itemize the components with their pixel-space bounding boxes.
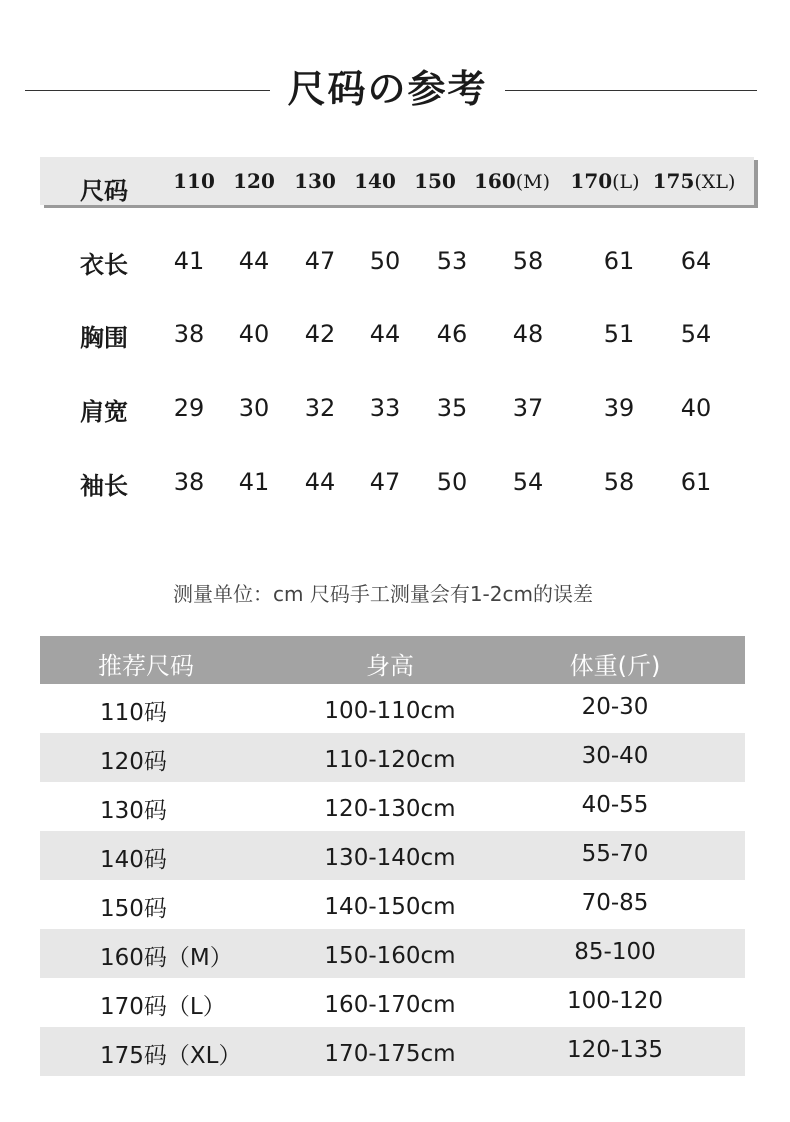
- value-cell: 35: [436, 394, 468, 422]
- cell-height: 170-175cm: [324, 1041, 456, 1067]
- value-cell: 50: [369, 247, 401, 275]
- measurement-row-sleeve: [0, 466, 790, 506]
- size-175: 175(XL): [652, 169, 736, 193]
- cell-height: 110-120cm: [324, 747, 456, 773]
- title-rule-left: [25, 90, 270, 91]
- value-cell: 58: [512, 247, 544, 275]
- value-cell: 47: [304, 247, 336, 275]
- value-cell: 38: [173, 320, 205, 348]
- value-cell: 64: [680, 247, 712, 275]
- cell-size: 170码（L）: [100, 994, 226, 1020]
- page-title: 尺码の参考: [287, 67, 488, 111]
- value-cell: 54: [512, 468, 544, 496]
- value-cell: 32: [304, 394, 336, 422]
- recommendation-table: [40, 636, 745, 1076]
- cell-height: 160-170cm: [324, 992, 456, 1018]
- size-150: 150: [414, 169, 456, 193]
- cell-size: 140码: [100, 847, 167, 873]
- value-cell: 46: [436, 320, 468, 348]
- row-label: 袖长: [80, 472, 128, 500]
- size-160: 160(M): [473, 169, 551, 193]
- value-cell: 54: [680, 320, 712, 348]
- header-height: 身高: [366, 652, 414, 680]
- value-cell: 33: [369, 394, 401, 422]
- cell-weight: 85-100: [574, 939, 656, 965]
- cell-weight: 100-120: [566, 988, 664, 1014]
- cell-size: 120码: [100, 749, 167, 775]
- value-cell: 44: [369, 320, 401, 348]
- value-cell: 39: [603, 394, 635, 422]
- table-row: [40, 684, 745, 733]
- header-weight: 体重(斤): [569, 652, 661, 680]
- value-cell: 48: [512, 320, 544, 348]
- value-cell: 38: [173, 468, 205, 496]
- header-size: 推荐尺码: [98, 652, 194, 680]
- size-header-label: 尺码: [80, 177, 128, 205]
- cell-height: 100-110cm: [324, 698, 456, 724]
- table-row: [40, 733, 745, 782]
- value-cell: 47: [369, 468, 401, 496]
- value-cell: 44: [238, 247, 270, 275]
- measurement-row-shoulder: [0, 392, 790, 432]
- value-cell: 40: [238, 320, 270, 348]
- cell-size: 130码: [100, 798, 167, 824]
- cell-weight: 30-40: [581, 743, 649, 769]
- cell-size: 150码: [100, 896, 167, 922]
- table-row: [40, 978, 745, 1027]
- row-label: 胸围: [80, 324, 128, 352]
- row-label: 肩宽: [80, 398, 128, 426]
- value-cell: 61: [603, 247, 635, 275]
- value-cell: 29: [173, 394, 205, 422]
- cell-height: 120-130cm: [324, 796, 456, 822]
- row-label: 衣长: [80, 251, 128, 279]
- value-cell: 51: [603, 320, 635, 348]
- cell-weight: 70-85: [581, 890, 649, 916]
- measurement-row-length: [0, 245, 790, 285]
- table-row: [40, 831, 745, 880]
- value-cell: 42: [304, 320, 336, 348]
- size-170: 170(L): [570, 169, 640, 193]
- size-110: 110: [173, 169, 215, 193]
- size-140: 140: [354, 169, 396, 193]
- title-rule-right: [505, 90, 757, 91]
- cell-size: 175码（XL）: [100, 1043, 242, 1069]
- value-cell: 44: [304, 468, 336, 496]
- measurement-row-chest: [0, 318, 790, 358]
- value-cell: 41: [173, 247, 205, 275]
- cell-height: 130-140cm: [324, 845, 456, 871]
- table-row: [40, 929, 745, 978]
- table-header: [40, 636, 745, 684]
- table-row: [40, 880, 745, 929]
- table-row: [40, 782, 745, 831]
- value-cell: 30: [238, 394, 270, 422]
- table-row: [40, 1027, 745, 1076]
- value-cell: 58: [603, 468, 635, 496]
- value-cell: 41: [238, 468, 270, 496]
- value-cell: 53: [436, 247, 468, 275]
- value-cell: 37: [512, 394, 544, 422]
- cell-weight: 55-70: [581, 841, 649, 867]
- cell-height: 140-150cm: [324, 894, 456, 920]
- cell-height: 150-160cm: [324, 943, 456, 969]
- size-130: 130: [294, 169, 336, 193]
- cell-weight: 120-135: [566, 1037, 664, 1063]
- value-cell: 40: [680, 394, 712, 422]
- size-header-bar: [40, 157, 754, 205]
- cell-size: 110码: [100, 700, 167, 726]
- cell-weight: 20-30: [581, 694, 649, 720]
- measurement-note: 测量单位：cm 尺码手工测量会有1-2cm的误差: [173, 582, 593, 606]
- cell-size: 160码（M）: [100, 945, 233, 971]
- value-cell: 61: [680, 468, 712, 496]
- cell-weight: 40-55: [581, 792, 649, 818]
- size-120: 120: [233, 169, 275, 193]
- value-cell: 50: [436, 468, 468, 496]
